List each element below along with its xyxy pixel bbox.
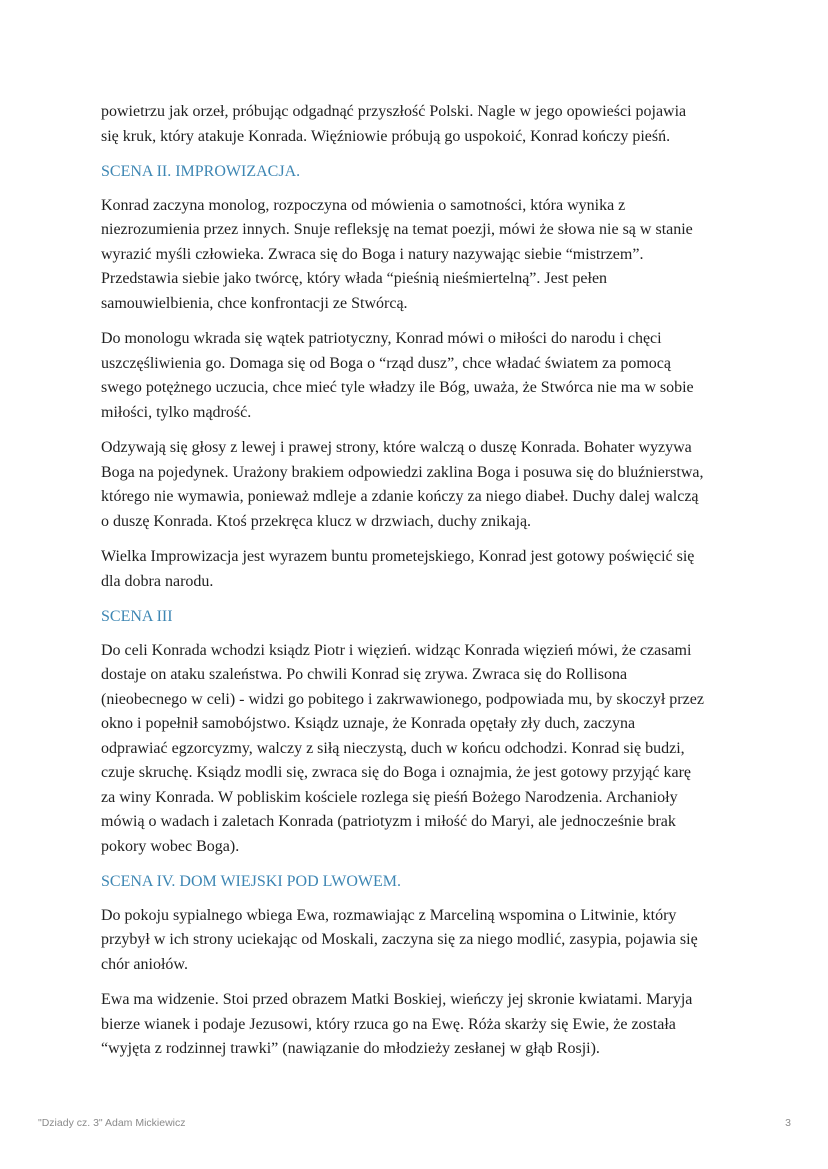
text-line: swego potężnego uczucia, chce mieć tyle władzy ile Bóg, uważa, że Stwórca nie ma w sobie: [101, 379, 694, 396]
text-line: Konrad zaczyna monolog, rozpoczyna od mówienia o samotności, która wynika z: [101, 196, 626, 214]
paragraph: [101, 988, 741, 1062]
paragraph: [101, 545, 741, 594]
document-body: [101, 100, 741, 1073]
paragraph: [101, 100, 741, 149]
text-line: pokory wobec Boga).: [101, 837, 240, 855]
text-line: za winy Konrada. W pobliskim kościele rozlega się pieśń Bożego Narodzenia. Archanioły: [101, 788, 678, 806]
text-line: Ewa ma widzenie. Stoi przed obrazem Matki Boskiej, wieńczy jej skronie kwiatami. Maryja: [101, 991, 693, 1008]
paragraph: [101, 194, 741, 317]
text-line: samouwielbienia, chce konfrontacji ze Stwórcą.: [101, 294, 408, 312]
text-line: okno i popełnił samobójstwo. Ksiądz uznaje, że Konrada opętały zły duch, zaczyna: [101, 715, 636, 732]
paragraph: [101, 639, 741, 860]
text-line: mówią o wadach i zaletach Konrada (patriotyzm i miłość do Maryi, ale jednocześnie brak: [101, 813, 676, 830]
text-line: Odzywają się głosy z lewej i prawej strony, które walczą o duszę Konrada. Bohater wyzywa: [101, 439, 692, 456]
text-line: Do monologu wkrada się wątek patriotyczny, Konrad mówi o miłości do narodu i chęci: [101, 330, 662, 347]
text-line: Do celi Konrada wchodzi ksiądz Piotr i więzień. widząc Konrada więzień mówi, że czasami: [101, 641, 692, 659]
paragraph: [101, 327, 741, 425]
page-footer: [38, 1117, 791, 1129]
text-line: “wyjęta z rodzinnej trawki” (nawiązanie do młodzieży zesłanej w głąb Rosji).: [101, 1040, 600, 1057]
text-line: uszczęśliwienia go. Domaga się od Boga o “rząd dusz”, chce władać światem za pomocą: [101, 354, 671, 372]
section-heading: SCENA II. IMPROWIZACJA.: [101, 163, 301, 180]
text-line: miłości, tylko mądrość.: [101, 403, 252, 421]
text-line: (nieobecnego w celi) - widzi go pobitego i zakrwawionego, podpowiada mu, by skoczył przez: [101, 690, 704, 708]
text-line: dostaje on ataku szaleństwa. Po chwili Konrad się zrywa. Zwraca się do Rollisona: [101, 666, 628, 683]
text-line: bierze wianek i podaje Jezusowi, który rzuca go na Ewę. Róża skarży się Ewie, że została: [101, 1015, 676, 1033]
section-heading: SCENA IV. DOM WIEJSKI POD LWOWEM.: [101, 873, 401, 890]
text-line: powietrzu jak orzeł, próbując odgadnąć przyszłość Polski. Nagle w jego opowieści pojawia: [101, 103, 687, 120]
page-number: 3: [785, 1117, 791, 1129]
text-line: przybył w ich strony uciekając od Moskali, zaczyna się za niego modlić, zasypia, pojawia się: [101, 931, 698, 948]
text-line: Wielka Improwizacja jest wyrazem buntu prometejskiego, Konrad jest gotowy poświęcić się: [101, 548, 695, 565]
text-line: dla dobra narodu.: [101, 572, 214, 590]
text-line: wyrazić myśli człowieka. Zwraca się do Boga i natury nazywając siebie “mistrzem”.: [101, 245, 644, 263]
footer-title: "Dziady cz. 3" Adam Mickiewicz: [38, 1117, 186, 1129]
paragraph: [101, 904, 741, 978]
text-line: niezrozumienia przez innych. Snuje refleksję na temat poezji, mówi że słowa nie są w stanie: [101, 221, 693, 238]
text-line: odprawiać egzorcyzmy, walczy z siłą nieczystą, duch w końcu odchodzi. Konrad się budzi,: [101, 739, 685, 757]
text-line: o duszę Konrada. Ktoś przekręca klucz w drzwiach, duchy znikają.: [101, 512, 532, 530]
text-line: którego nie wymawia, ponieważ mdleje a zdanie kończy za niego diabeł. Duchy dalej walczą: [101, 488, 699, 505]
text-line: się kruk, który atakuje Konrada. Więźniowie próbują go uspokoić, Konrad kończy pieśń.: [101, 127, 671, 145]
text-line: Przedstawia siebie jako twórcę, który włada “pieśnią nieśmiertelną”. Jest pełen: [101, 270, 608, 287]
text-line: Do pokoju sypialnego wbiega Ewa, rozmawiając z Marceliną wspomina o Litwinie, który: [101, 906, 677, 924]
text-line: Boga na pojedynek. Urażony brakiem odpowiedzi zaklina Boga i posuwa się do bluźnierstwa,: [101, 463, 704, 481]
paragraph: [101, 436, 741, 534]
text-line: czuje skruchę. Ksiądz modli się, zwraca się do Boga i oznajmia, że jest gotowy przyjąć karę: [101, 764, 691, 781]
text-line: chór aniołów.: [101, 955, 188, 973]
section-heading: SCENA III: [101, 608, 173, 625]
